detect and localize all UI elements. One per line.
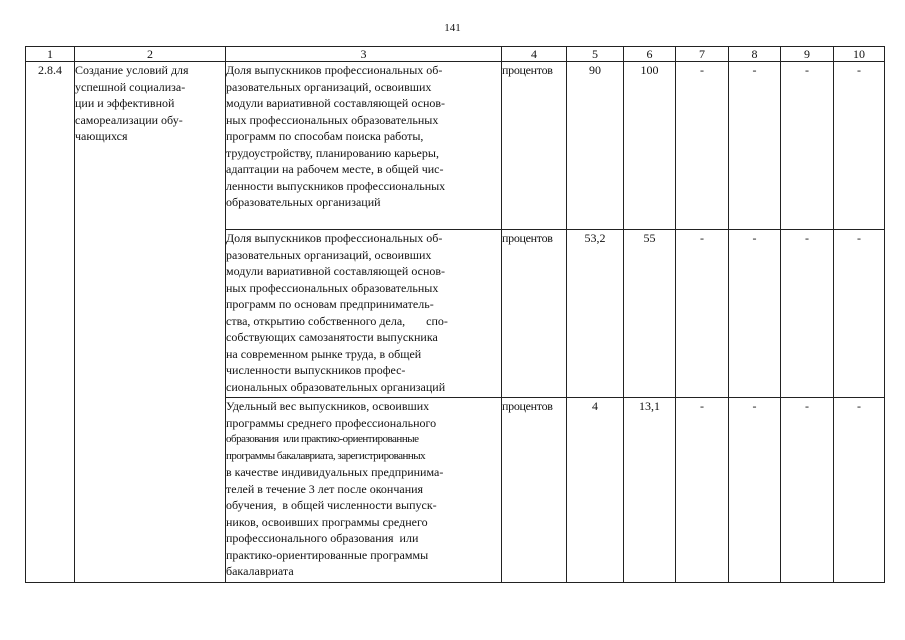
header-row <box>26 47 885 62</box>
col-header: 1 <box>26 47 75 62</box>
col-header: 3 <box>226 47 502 62</box>
name-line: ции и эффективной <box>75 96 175 110</box>
unit-cell: процентов <box>502 62 567 230</box>
value-cell: - <box>781 62 834 230</box>
row-name <box>75 62 226 583</box>
value-cell: - <box>729 62 781 230</box>
indicator-description <box>226 230 502 398</box>
col-header: 9 <box>781 47 834 62</box>
desc-line: ленности выпускников профессиональных <box>226 178 446 193</box>
value-cell: - <box>729 230 781 398</box>
desc-line: модули вариативной составляющей основ- <box>226 96 446 110</box>
desc-line: ных профессиональных образовательных <box>226 280 439 295</box>
desc-line: программ по основам предприниматель- <box>226 297 434 311</box>
col-header: 8 <box>729 47 781 62</box>
desc-line: ных профессиональных образовательных <box>226 112 439 127</box>
desc-line: практико-ориентированные программы <box>226 547 429 562</box>
desc-line: Доля выпускников профессиональных об- <box>226 63 443 77</box>
value-cell: - <box>676 230 729 398</box>
desc-line: адаптации на рабочем месте, в общей чис- <box>226 162 444 176</box>
desc-line: собствующих самозанятости выпускника <box>226 330 438 344</box>
col-header: 6 <box>624 47 676 62</box>
indicator-description <box>226 62 502 230</box>
desc-line: образовательных организаций <box>226 195 381 209</box>
value-cell: 53,2 <box>567 230 624 398</box>
desc-line: разовательных организаций, освоивших <box>226 79 432 94</box>
value-cell: 90 <box>567 62 624 230</box>
indicator-description <box>226 398 502 583</box>
name-line: успешной социализа- <box>75 79 186 94</box>
value-cell: - <box>676 398 729 583</box>
desc-line: телей в течение 3 лет после окончания <box>226 481 424 496</box>
desc-line: разовательных организаций, освоивших <box>226 247 432 262</box>
value-cell: - <box>834 230 885 398</box>
col-header: 10 <box>834 47 885 62</box>
desc-line: Удельный вес выпускников, освоивших <box>226 399 430 413</box>
desc-line: Доля выпускников профессиональных об- <box>226 231 443 245</box>
desc-line: профессионального образования или <box>226 531 419 545</box>
value-cell: - <box>729 398 781 583</box>
desc-line: трудоустройству, планированию карьеры, <box>226 145 439 160</box>
value-cell: 55 <box>624 230 676 398</box>
name-line: чающихся <box>75 129 128 143</box>
desc-line: программ по способам поиска работы, <box>226 129 424 143</box>
col-header: 7 <box>676 47 729 62</box>
value-cell: 100 <box>624 62 676 230</box>
row-code: 2.8.4 <box>26 62 75 583</box>
unit-cell: процентов <box>502 230 567 398</box>
desc-line: образования или практико-ориентированные <box>226 433 419 445</box>
value-cell: - <box>781 398 834 583</box>
value-cell: 4 <box>567 398 624 583</box>
desc-line: модули вариативной составляющей основ- <box>226 264 446 278</box>
indicators-table <box>25 46 885 583</box>
desc-line: бакалавриата <box>226 564 294 578</box>
col-header: 4 <box>502 47 567 62</box>
desc-line: в качестве индивидуальных предпринима- <box>226 465 444 479</box>
desc-line: на современном рынке труда, в общей <box>226 346 422 361</box>
desc-line: численности выпускников профес- <box>226 363 406 377</box>
table-row <box>26 62 885 230</box>
desc-line: ства, открытию собственного дела, спо- <box>226 313 448 328</box>
name-line: самореализации обу- <box>75 112 183 127</box>
page-number: 141 <box>444 22 461 34</box>
desc-line: программы среднего профессионального <box>226 415 437 430</box>
desc-line: сиональных образовательных организаций <box>226 379 446 394</box>
value-cell: - <box>834 398 885 583</box>
value-cell: - <box>676 62 729 230</box>
desc-line: ников, освоивших программы среднего <box>226 514 428 529</box>
value-cell: 13,1 <box>624 398 676 583</box>
col-header: 2 <box>75 47 226 62</box>
col-header: 5 <box>567 47 624 62</box>
desc-line: обучения, в общей численности выпуск- <box>226 498 437 512</box>
desc-line: программы бакалавриата, зарегистрированных <box>226 449 426 462</box>
value-cell: - <box>834 62 885 230</box>
unit-cell: процентов <box>502 398 567 583</box>
value-cell: - <box>781 230 834 398</box>
name-line: Создание условий для <box>75 63 189 77</box>
